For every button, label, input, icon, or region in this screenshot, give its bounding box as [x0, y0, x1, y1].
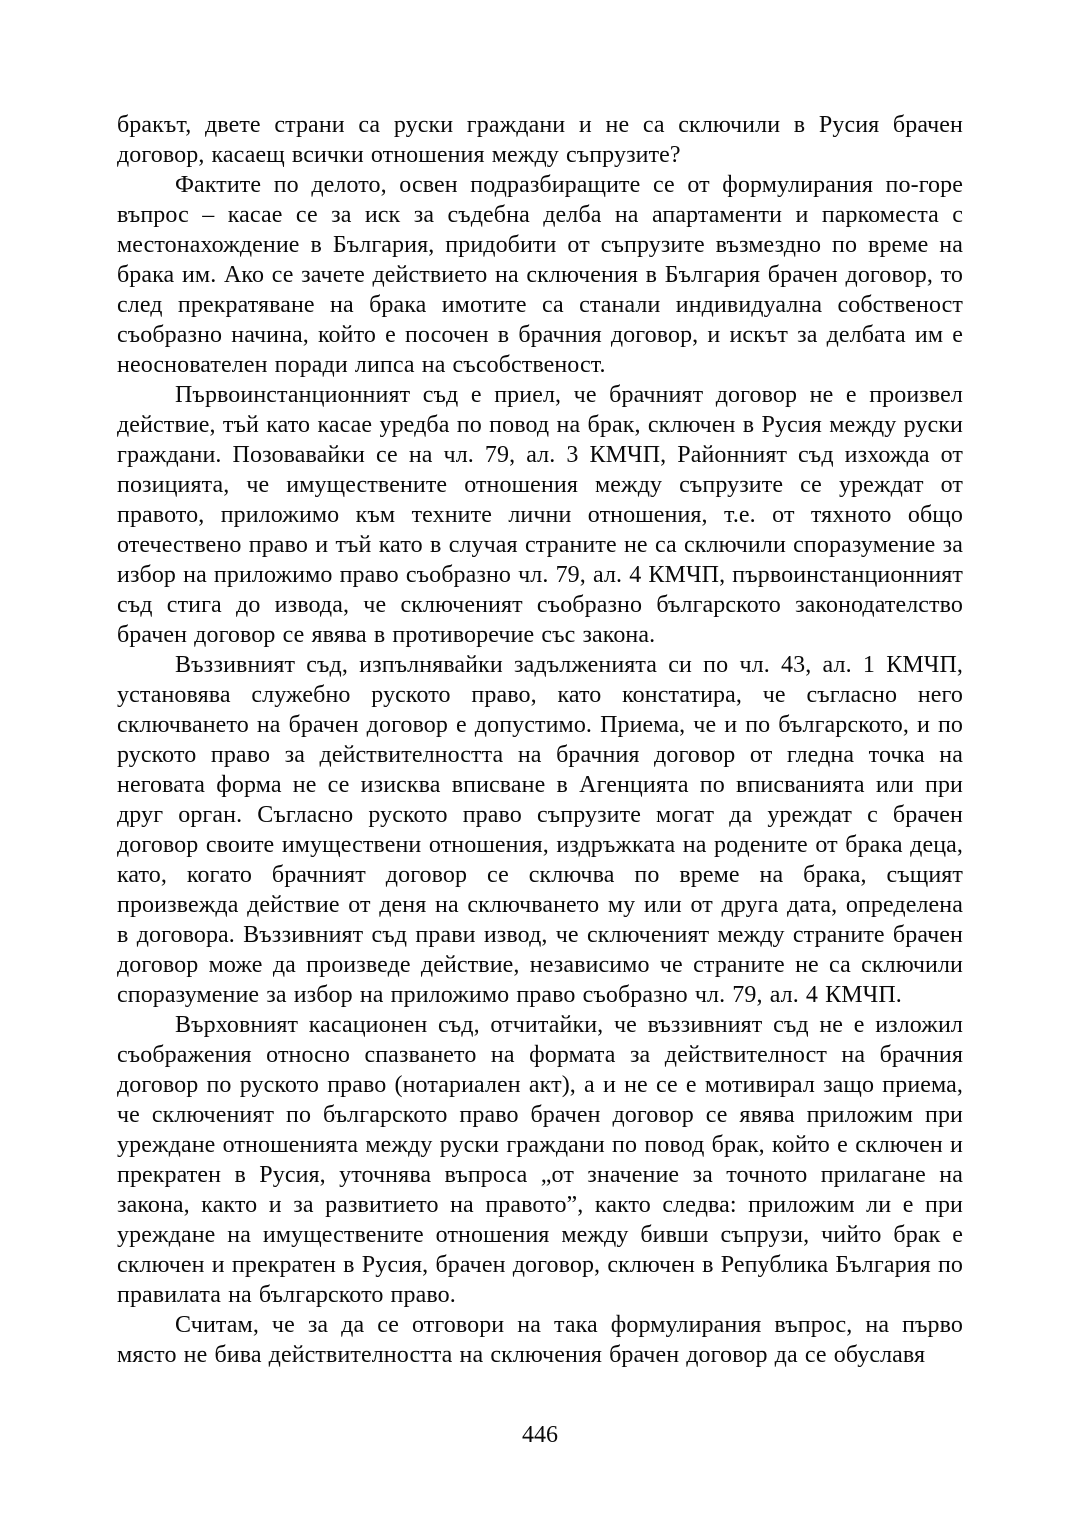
paragraph-appellate-court: Въззивният съд, изпълнявайки задълженията си по чл. 43, ал. 1 КМЧП, установява служебно руското право, като констатира, че съгласно него сключването на брачен договор е допустимо. Приема, че и по българското, и по руското право за действителността на брачния договор от гледна точка на неговата форма не се изисква вписване в Агенцията по вписванията или при друг орган. Съгласно руското право съпрузите могат да уреждат с брачен договор своите имуществени отношения, издръжката на родените от брака деца, като, когато брачният договор се сключва по време на брака, същият произвежда действие от деня на сключването му или от друга дата, определена в договора. Въззивният съд прави извод, че сключеният между страните брачен договор може да произведе действие, независимо че страните не са сключили споразумение за избор на приложимо право съобразно чл. 79, ал. 4 КМЧП. [117, 652, 963, 1008]
paragraph-opinion: Считам, че за да се отговори на така формулирания въпрос, на първо място не бива действителността на сключения брачен договор да се обуславя [117, 1312, 963, 1368]
paragraph-facts: Фактите по делото, освен подразбиращите се от формулирания по-горе въпрос – касае се за иск за съдебна делба на апартаменти и паркоместа с местонахождение в България, придобити от съпрузите възмездно по време на брака им. Ако се зачете действието на сключения в България брачен договор, то след прекратяване на брака имотите са станали индивидуална собственост съобразно начина, който е посочен в брачния договор, и искът за делбата им е неоснователен поради липса на съсобственост. [117, 172, 963, 378]
page-footer [117, 1420, 963, 1450]
paragraph-supreme-court: Върховният касационен съд, отчитайки, че въззивният съд не е изложил съображения относно спазването на формата за действителност на брачния договор по руското право (нотариален акт), а и не се е мотивирал защо приема, че сключеният по българското право брачен договор се явява приложим при уреждане отношенията между руски граждани по повод брак, който е сключен и прекратен в Русия, уточнява въпроса „от значение за точното прилагане на закона, както и за развитието на правото”, както следва: приложим ли е при уреждане на имуществените отношения между бивши съпрузи, чийто брак е сключен и прекратен в Русия, брачен договор, сключен в Република България по правилата на българското право. [117, 1012, 963, 1308]
page-number: 446 [522, 1422, 558, 1448]
paragraph-first-instance-court: Първоинстанционният съд е приел, че брачният договор не е произвел действие, тъй като касае уредба по повод на брак, сключен в Русия между руски граждани. Позовавайки се на чл. 79, ал. 3 КМЧП, Районният съд изхожда от позицията, че имуществените отношения между съпрузите се уреждат от правото, приложимо към техните лични отношения, т.е. от тяхното общо отечествено право и тъй като в случая страните не са сключили споразумение за избор на приложимо право съобразно чл. 79, ал. 4 КМЧП, първоинстанционният съд стига до извода, че сключеният съобразно българското законодателство брачен договор се явява в противоречие със закона. [117, 382, 963, 648]
page-body [117, 110, 963, 1370]
paragraph-continuation: бракът, двете страни са руски граждани и не са сключили в Русия брачен договор, касаещ всички отношения между съпрузите? [117, 112, 963, 168]
